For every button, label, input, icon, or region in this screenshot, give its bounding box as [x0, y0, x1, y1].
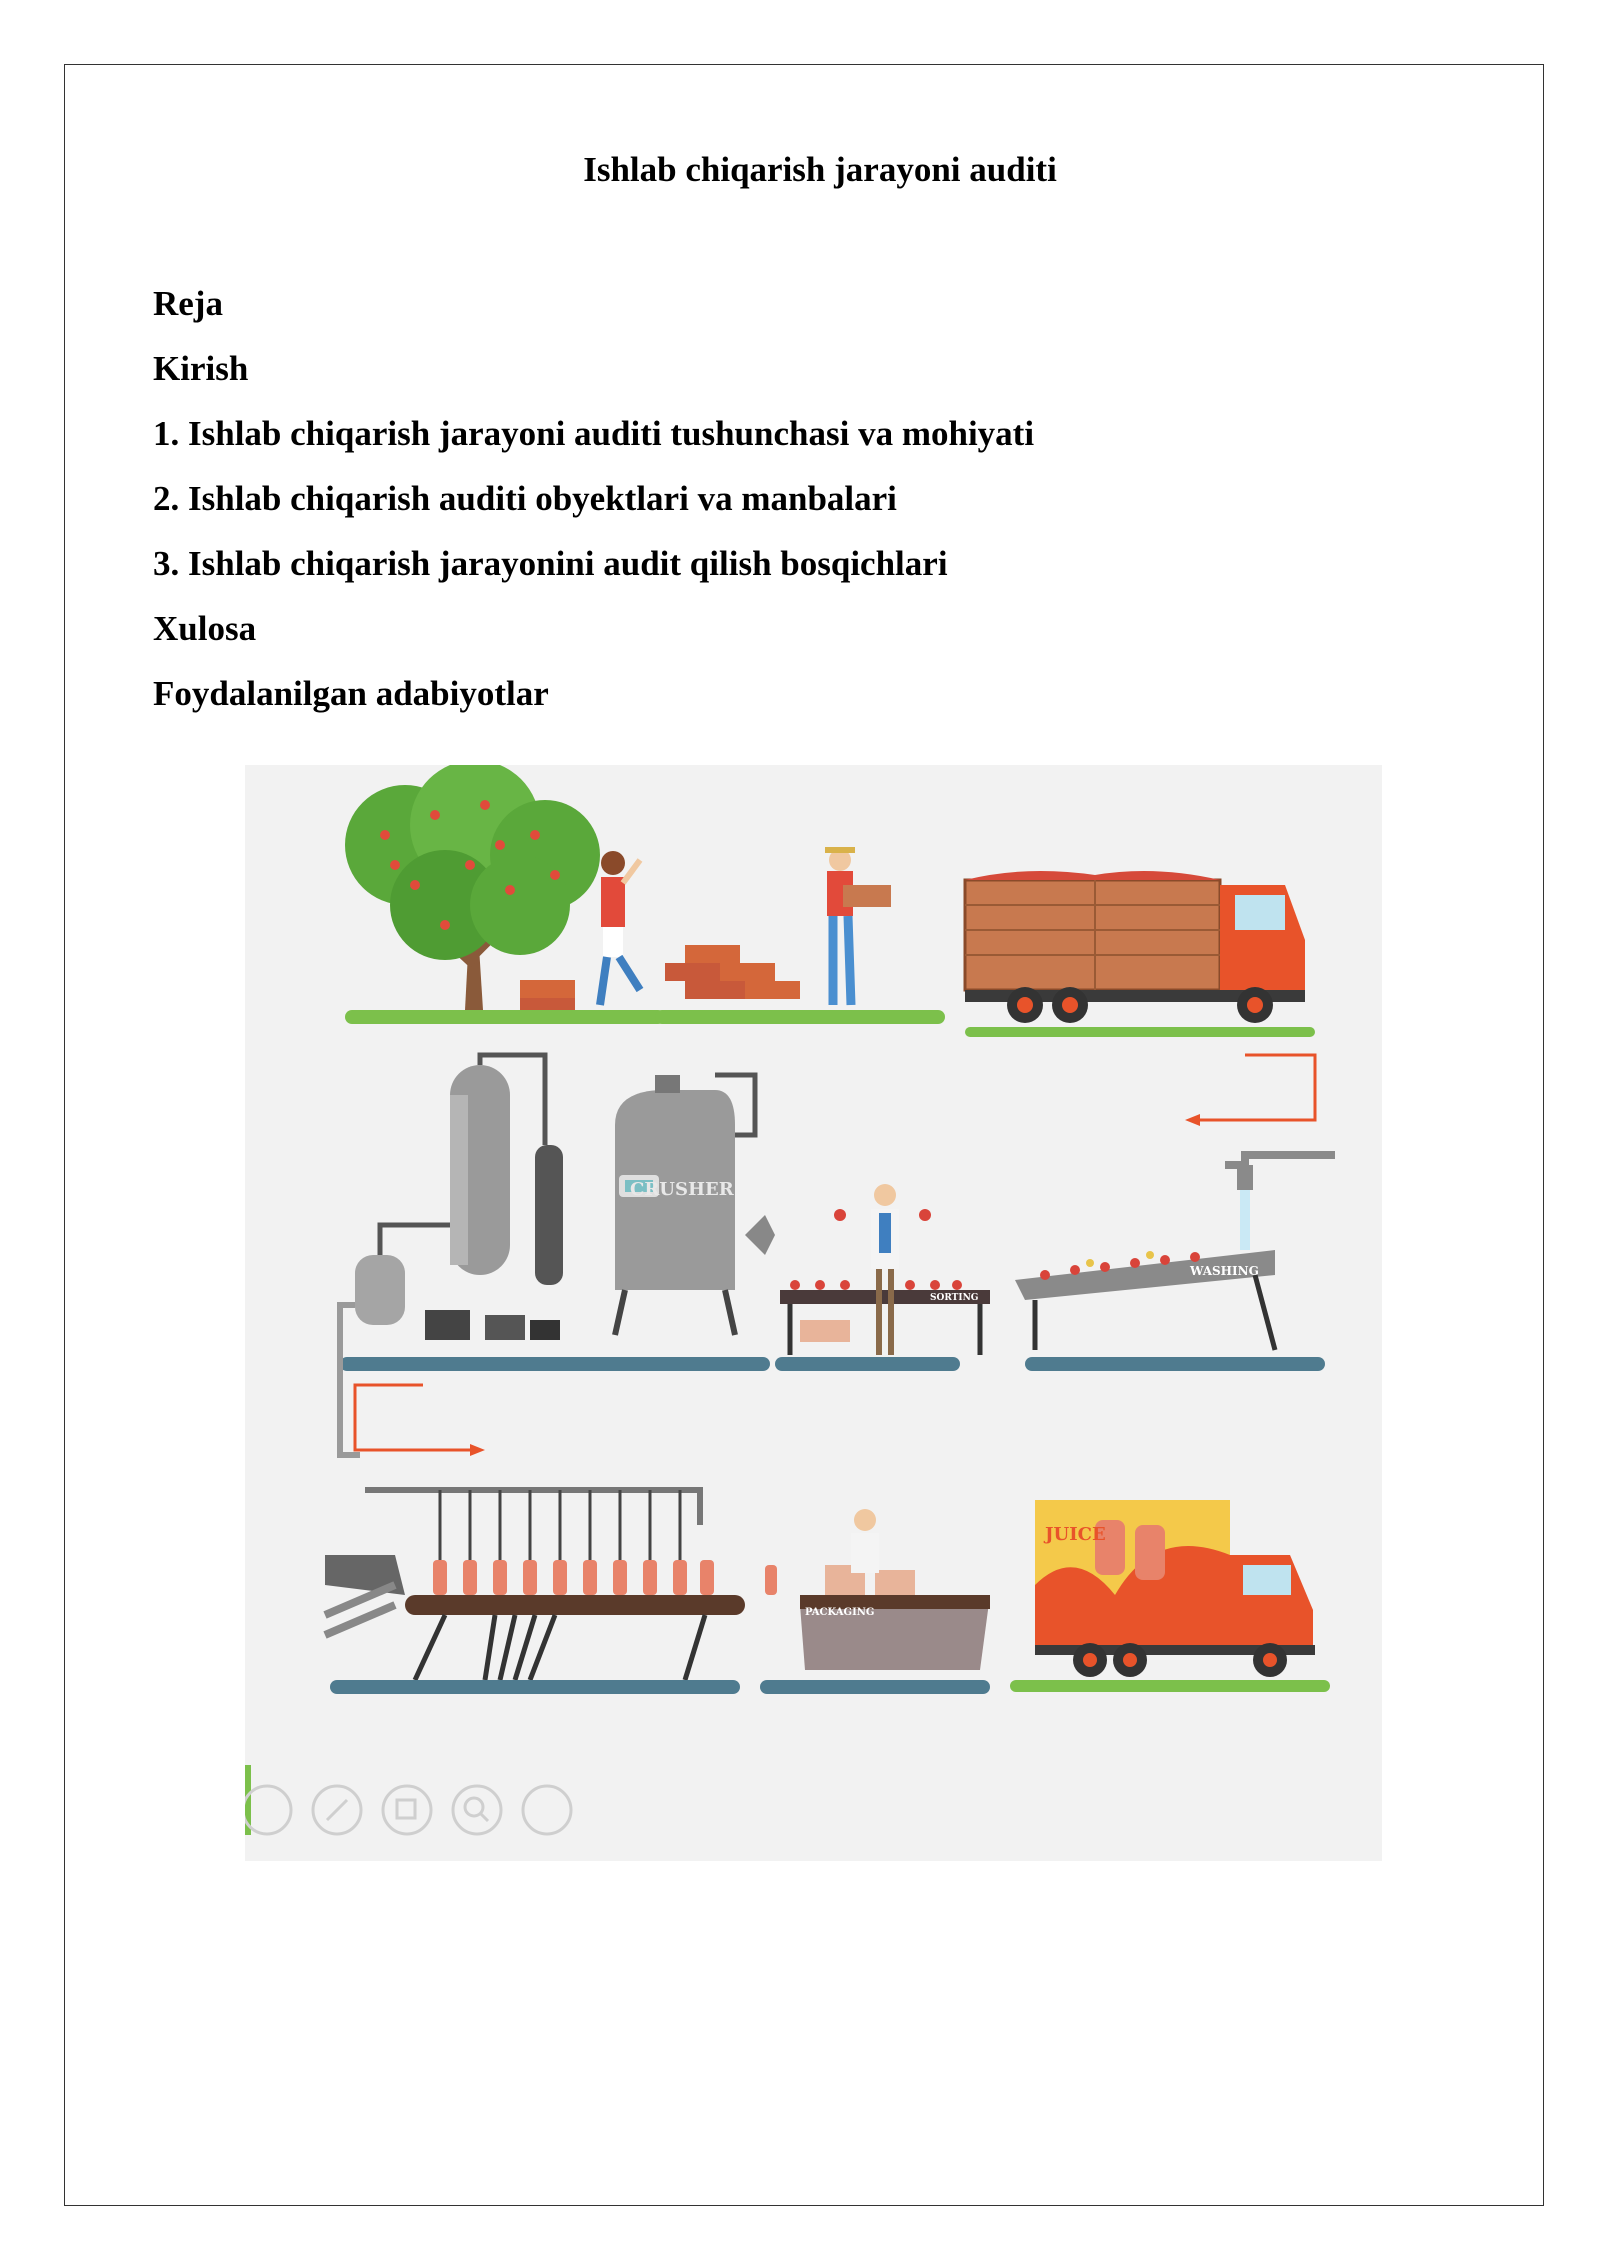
ground-road-bottom	[1010, 1680, 1330, 1692]
copy-icon[interactable]	[383, 1786, 431, 1834]
apple-tree	[345, 765, 600, 1010]
flow-arrow-right	[1200, 1055, 1315, 1120]
farmer-with-crate	[825, 847, 891, 1005]
floor-processing	[340, 1357, 770, 1371]
floor-washing	[1025, 1357, 1325, 1371]
ground-orchard	[345, 1010, 665, 1024]
plan-item-1: 1. Ishlab chiqarish jarayoni auditi tushunchasi va mohiyati	[153, 414, 1035, 453]
floor-sorting	[775, 1357, 960, 1371]
flow-arrow-down	[355, 1385, 470, 1450]
floor-packaging	[760, 1680, 990, 1694]
more-icon[interactable]	[523, 1786, 571, 1834]
bottling-line	[325, 1490, 777, 1680]
juice-truck	[1035, 1500, 1315, 1677]
plan-list	[153, 278, 1034, 733]
packaging-label: PACKAGING	[805, 1607, 875, 1618]
washing-conveyor	[1015, 1155, 1335, 1350]
ground-road	[965, 1027, 1315, 1037]
plan-item-3: 3. Ishlab chiqarish jarayonini audit qilish bosqichlari	[153, 544, 948, 583]
plan-item-references: Foydalanilgan adabiyotlar	[153, 674, 549, 713]
ground-farm	[655, 1010, 945, 1024]
plan-item-2: 2. Ishlab chiqarish auditi obyektlari va manbalari	[153, 479, 897, 518]
picker-woman	[600, 851, 640, 1005]
zoom-icon[interactable]	[453, 1786, 501, 1834]
packaging-station	[800, 1509, 990, 1670]
sorting-worker	[871, 1184, 899, 1355]
floor-bottling	[330, 1680, 740, 1694]
delivery-truck-top	[965, 871, 1305, 1023]
evaporator-tank	[355, 1055, 563, 1340]
image-viewer-toolbar	[245, 1786, 571, 1834]
plan-item-conclusion: Xulosa	[153, 609, 257, 648]
play-icon[interactable]	[245, 1786, 291, 1834]
washing-label: WASHING	[1190, 1264, 1259, 1278]
juice-production-illustration	[245, 765, 1382, 1861]
sorting-label: SORTING	[930, 1293, 979, 1303]
crusher-label: CRUSHER	[630, 1179, 734, 1200]
transfer-pipe	[340, 1305, 360, 1455]
crusher-machine	[615, 1075, 775, 1335]
apple-crates-middle	[665, 945, 800, 999]
document-title: Ishlab chiqarish jarayoni auditi	[583, 150, 1057, 189]
plan-item-intro: Kirish	[153, 349, 249, 388]
plan-heading: Reja	[153, 284, 223, 323]
juice-label: JUICE	[1045, 1524, 1106, 1545]
